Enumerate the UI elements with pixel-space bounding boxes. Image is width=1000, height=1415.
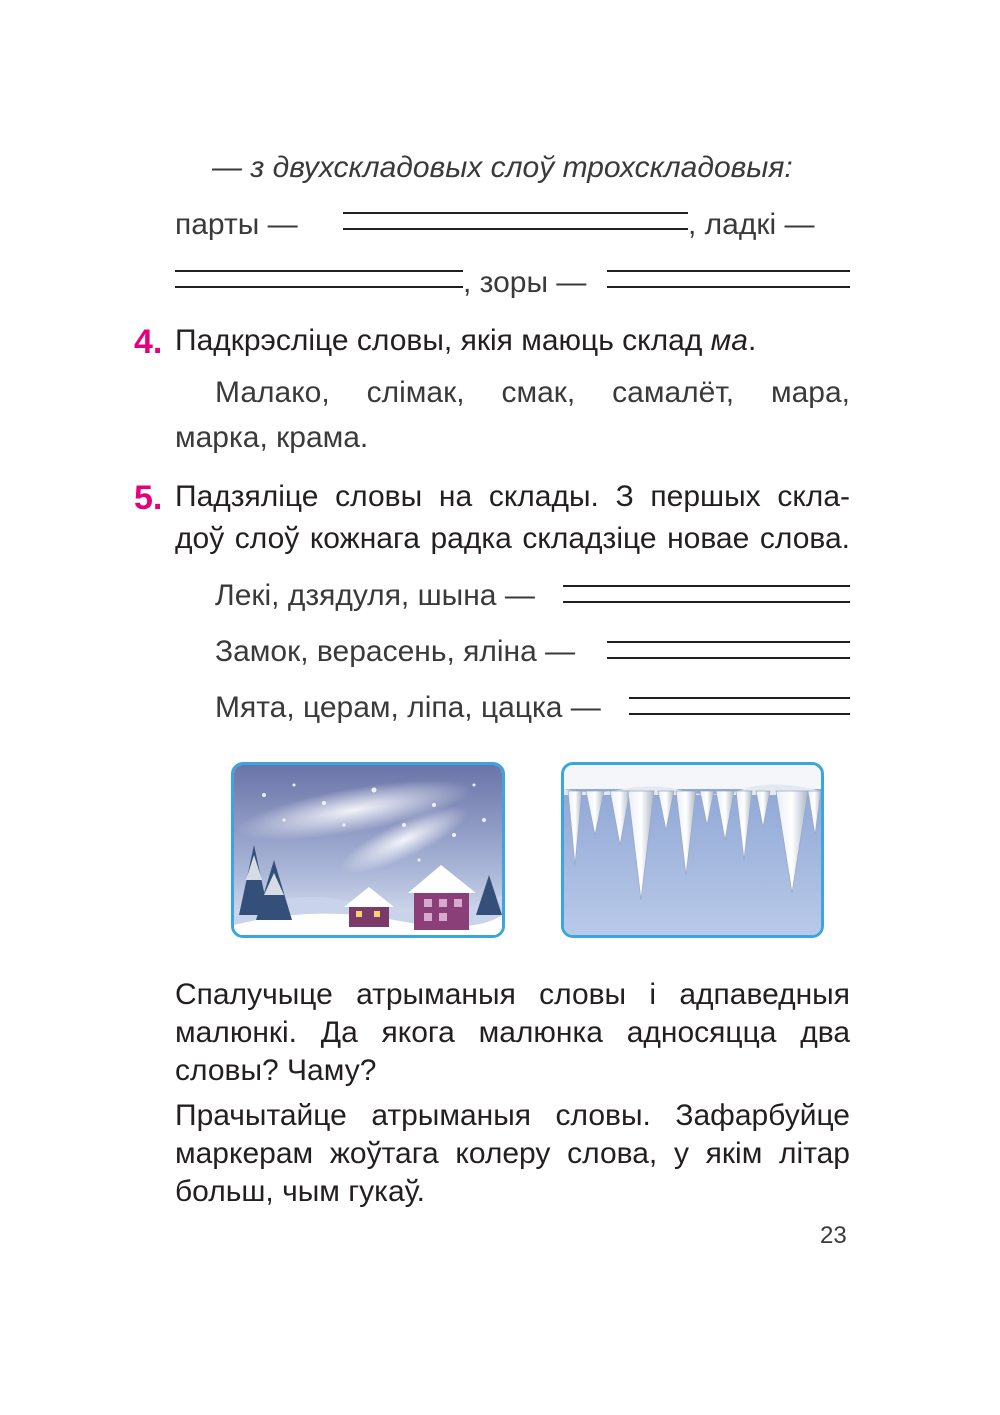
icicles-illustration: [564, 765, 821, 935]
paragraph1-line-3: словы? Чаму?: [175, 1054, 377, 1087]
page-number: 23: [820, 1222, 847, 1249]
answer-line-3[interactable]: [607, 270, 850, 288]
task5-answer-line-2[interactable]: [607, 641, 850, 659]
answer-line-2[interactable]: [175, 270, 463, 288]
answer-line-1[interactable]: [343, 212, 688, 230]
task5-row-3: Мята, церам, ліпа, цацка —: [215, 691, 601, 724]
instruction-line: — з двухскладовых слоў трохскладовыя:: [212, 151, 793, 184]
paragraph2-line-2: маркерам жоўтага колеру слова, у якім літар: [175, 1137, 850, 1170]
task4-text: Падкрэсліце словы, якія маюць склад ма.: [175, 324, 757, 357]
task4-words-2: марка, крама.: [175, 421, 369, 454]
task5-number: 5.: [134, 479, 163, 517]
task5-row-2: Замок, верасень, яліна —: [215, 635, 576, 668]
task5-line-2: доў слоў кожнага радка складзіце новае слова.: [175, 522, 850, 555]
word-party: парты —: [175, 208, 298, 241]
task5-answer-line-3[interactable]: [629, 697, 850, 715]
task4-words-1: Малако, слімак, смак, самалёт, мара,: [215, 376, 850, 409]
task5-line-1: Падзяліце словы на склады. З першых скла-: [175, 480, 850, 513]
task5-row-1: Лекі, дзядуля, шына —: [215, 579, 535, 612]
paragraph1-line-2: малюнкі. Да якога малюнка адносяцца два: [175, 1016, 850, 1049]
task5-answer-line-1[interactable]: [563, 585, 850, 603]
icicles-picture[interactable]: [561, 762, 824, 938]
paragraph2-line-3: больш, чым гукаў.: [175, 1175, 425, 1208]
winter-village-picture[interactable]: [231, 762, 505, 938]
winter-village-illustration: [234, 765, 502, 935]
word-ladki: , ладкі —: [688, 208, 815, 241]
word-zory: , зоры —: [463, 266, 587, 299]
paragraph1-line-1: Спалучыце атрыманыя словы і адпаведныя: [175, 978, 850, 1011]
task4-number: 4.: [134, 323, 163, 361]
paragraph2-line-1: Прачытайце атрыманыя словы. Зафарбуйце: [175, 1099, 850, 1132]
